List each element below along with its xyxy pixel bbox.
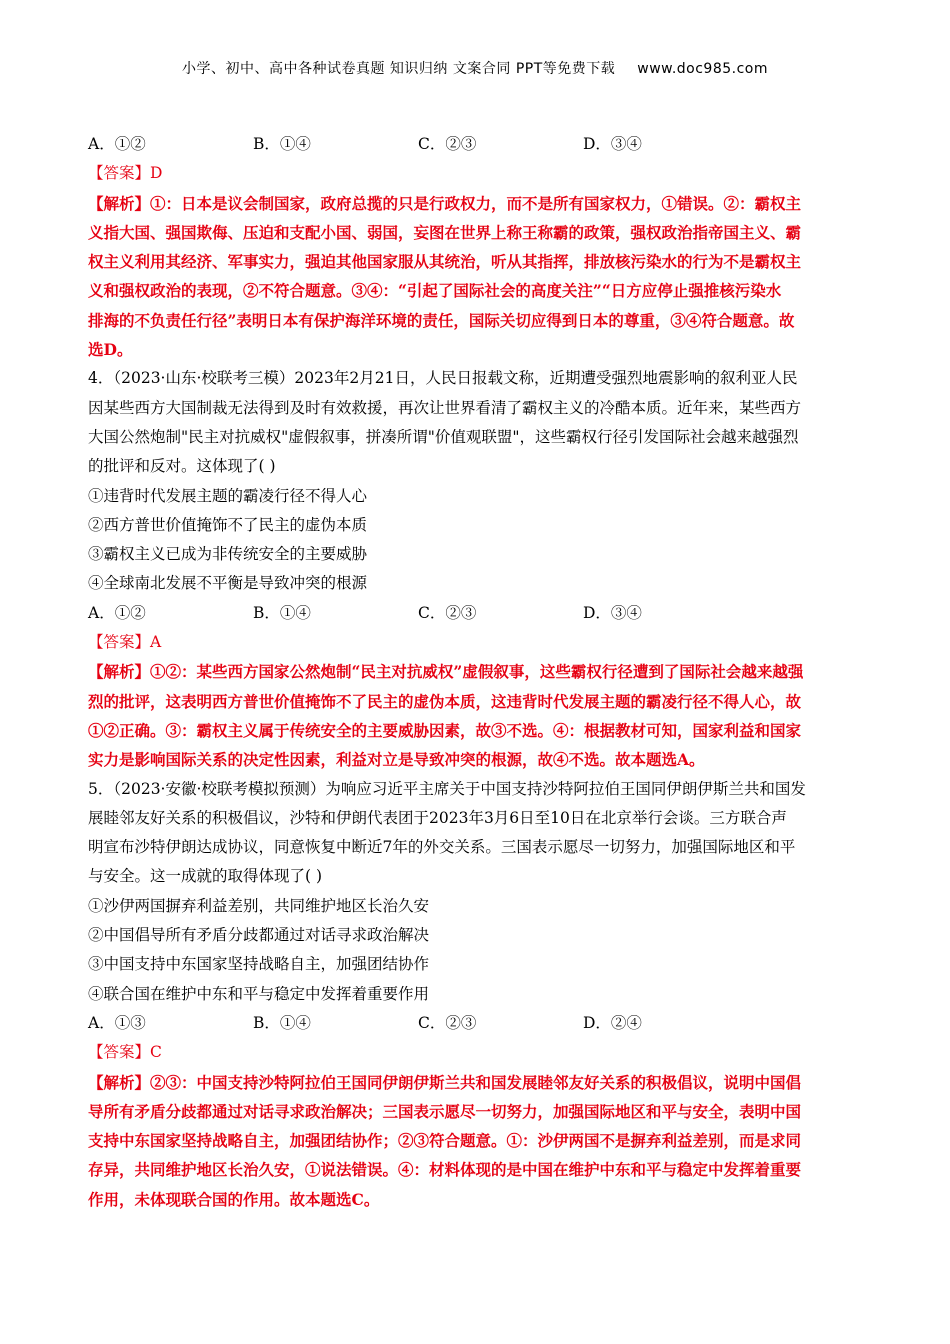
q4-option-b: B．①④ — [253, 603, 311, 622]
header-text: 小学、初中、高中各种试卷真题 知识归纳 文案合同 PPT等免费下载 — [181, 61, 616, 77]
q4-analysis-line: ①②正确。③：霸权主义属于传统安全的主要威胁因素，故③不选。④：根据教材可知，国家利益和国家 — [88, 720, 802, 740]
q3-answer: 【答案】D — [88, 164, 163, 183]
q5-analysis-line: 作用，未体现联合国的作用。故本题选C。 — [88, 1189, 380, 1209]
document-body — [88, 130, 868, 1214]
q5-option-d: D．②④ — [583, 1013, 642, 1032]
q5-item: ①沙伊两国摒弃利益差别，共同维护地区长治久安 — [88, 896, 430, 915]
q5-answer: 【答案】C — [88, 1043, 162, 1062]
q4-option-a: A．①② — [88, 603, 146, 622]
q4-stem-line: 因某些西方大国制裁无法得到及时有效救援，再次让世界看清了霸权主义的冷酷本质。近年来，某些西方 — [88, 398, 802, 417]
q4-items — [88, 482, 868, 599]
q4-options — [88, 599, 868, 628]
q4-answer: 【答案】A — [88, 633, 162, 652]
q3-option-d: D．③④ — [583, 135, 642, 153]
q4-stem-line: 的批评和反对。这体现了( ) — [88, 457, 276, 476]
q4-analysis-line: 实力是影响国际关系的决定性因素，利益对立是导致冲突的根源，故④不选。故本题选A。 — [88, 750, 705, 770]
q3-option-c: C．②③ — [418, 135, 477, 153]
q3-options — [88, 130, 868, 159]
q3-analysis-line: 选D。 — [88, 340, 133, 360]
q5-analysis-line: 存异，共同维护地区长治久安，①说法错误。④：材料体现的是中国在维护中东和平与稳定中发挥着重要 — [88, 1160, 802, 1180]
q5-stem-line: 5．（2023·安徽·校联考模拟预测）为响应习近平主席关于中国支持沙特阿拉伯王国同伊朗伊斯兰共和国发 — [88, 779, 806, 798]
q5-item: ③中国支持中东国家坚持战略自主，加强团结协作 — [88, 955, 430, 974]
q4-item: ④全球南北发展不平衡是导致冲突的根源 — [88, 574, 368, 593]
q3-option-b: B．①④ — [253, 135, 311, 153]
q3-analysis-line: 【解析】①：日本是议会制国家，政府总揽的只是行政权力，而不是所有国家权力，①错误。②：霸权主 — [88, 193, 802, 213]
q4-item: ②西方普世价值掩饰不了民主的虚伪本质 — [88, 515, 368, 534]
q4-item: ③霸权主义已成为非传统安全的主要威胁 — [88, 545, 368, 564]
q4-stem-line: 4．（2023·山东·校联考三模）2023年2月21日，人民日报载文称，近期遭受强烈地震影响的叙利亚人民 — [88, 369, 798, 388]
q5-stem-line: 展睦邻友好关系的积极倡议，沙特和伊朗代表团于2023年3月6日至10日在北京举行会谈。三方联合声 — [88, 808, 787, 827]
q3-option-a: A．①② — [88, 135, 146, 153]
q4-analysis-line: 烈的批评，这表明西方普世价值掩饰不了民主的虚伪本质，这违背时代发展主题的霸凌行径不得人心，故 — [88, 691, 802, 711]
q4-option-d: D．③④ — [583, 603, 642, 622]
page-header — [0, 58, 950, 78]
q4-stem-line: 大国公然炮制"民主对抗威权"虚假叙事，拼凑所谓"价值观联盟"，这些霸权行径引发国际社会越来越强烈 — [88, 427, 799, 446]
q5-options — [88, 1009, 868, 1038]
q5-option-a: A．①③ — [88, 1013, 146, 1032]
q3-analysis-line: 排海的不负责任行径”表明日本有保护海洋环境的责任，国际关切应得到日本的尊重，③④符合题意。故 — [88, 310, 795, 330]
q5-item: ④联合国在维护中东和平与稳定中发挥着重要作用 — [88, 984, 430, 1003]
q4-item: ①违背时代发展主题的霸凌行径不得人心 — [88, 486, 368, 505]
header-url[interactable]: www.doc985.com — [637, 61, 769, 77]
q4-option-c: C．②③ — [418, 603, 477, 622]
q5-stem-line: 明宣布沙特伊朗达成协议，同意恢复中断近7年的外交关系。三国表示愿尽一切努力，加强国际地区和平 — [88, 838, 796, 857]
q5-analysis-line: 【解析】②③：中国支持沙特阿拉伯王国同伊朗伊斯兰共和国发展睦邻友好关系的积极倡议，说明中国倡 — [88, 1072, 802, 1092]
q5-analysis-line: 支持中东国家坚持战略自主，加强团结协作；②③符合题意。①：沙伊两国不是摒弃利益差别，而是求同 — [88, 1131, 802, 1151]
q5-option-b: B．①④ — [253, 1013, 311, 1032]
q3-analysis-line: 权主义利用其经济、军事实力，强迫其他国家服从其统治，听从其指挥，排放核污染水的行为不是霸权主 — [88, 252, 802, 272]
q4-analysis — [88, 657, 868, 774]
q5-items — [88, 892, 868, 1009]
q5-item: ②中国倡导所有矛盾分歧都通过对话寻求政治解决 — [88, 926, 430, 945]
q4-stem — [88, 364, 868, 481]
q3-analysis — [88, 189, 868, 365]
q5-stem-line: 与安全。这一成就的取得体现了( ) — [88, 867, 323, 886]
q5-option-c: C．②③ — [418, 1013, 477, 1032]
q3-analysis-line: 义和强权政治的表现，②不符合题意。③④：“引起了国际社会的高度关注”“日方应停止强推核污染水 — [88, 281, 782, 301]
q5-analysis — [88, 1068, 868, 1214]
q3-analysis-line: 义指大国、强国欺侮、压迫和支配小国、弱国，妄图在世界上称王称霸的政策，强权政治指帝国主义、霸 — [88, 222, 802, 242]
q4-analysis-line: 【解析】①②：某些西方国家公然炮制“民主对抗威权”虚假叙事，这些霸权行径遭到了国际社会越来越强 — [88, 662, 804, 682]
q5-stem — [88, 775, 868, 892]
q5-analysis-line: 导所有矛盾分歧都通过对话寻求政治解决；三国表示愿尽一切努力，加强国际地区和平与安全，表明中国 — [88, 1101, 802, 1121]
